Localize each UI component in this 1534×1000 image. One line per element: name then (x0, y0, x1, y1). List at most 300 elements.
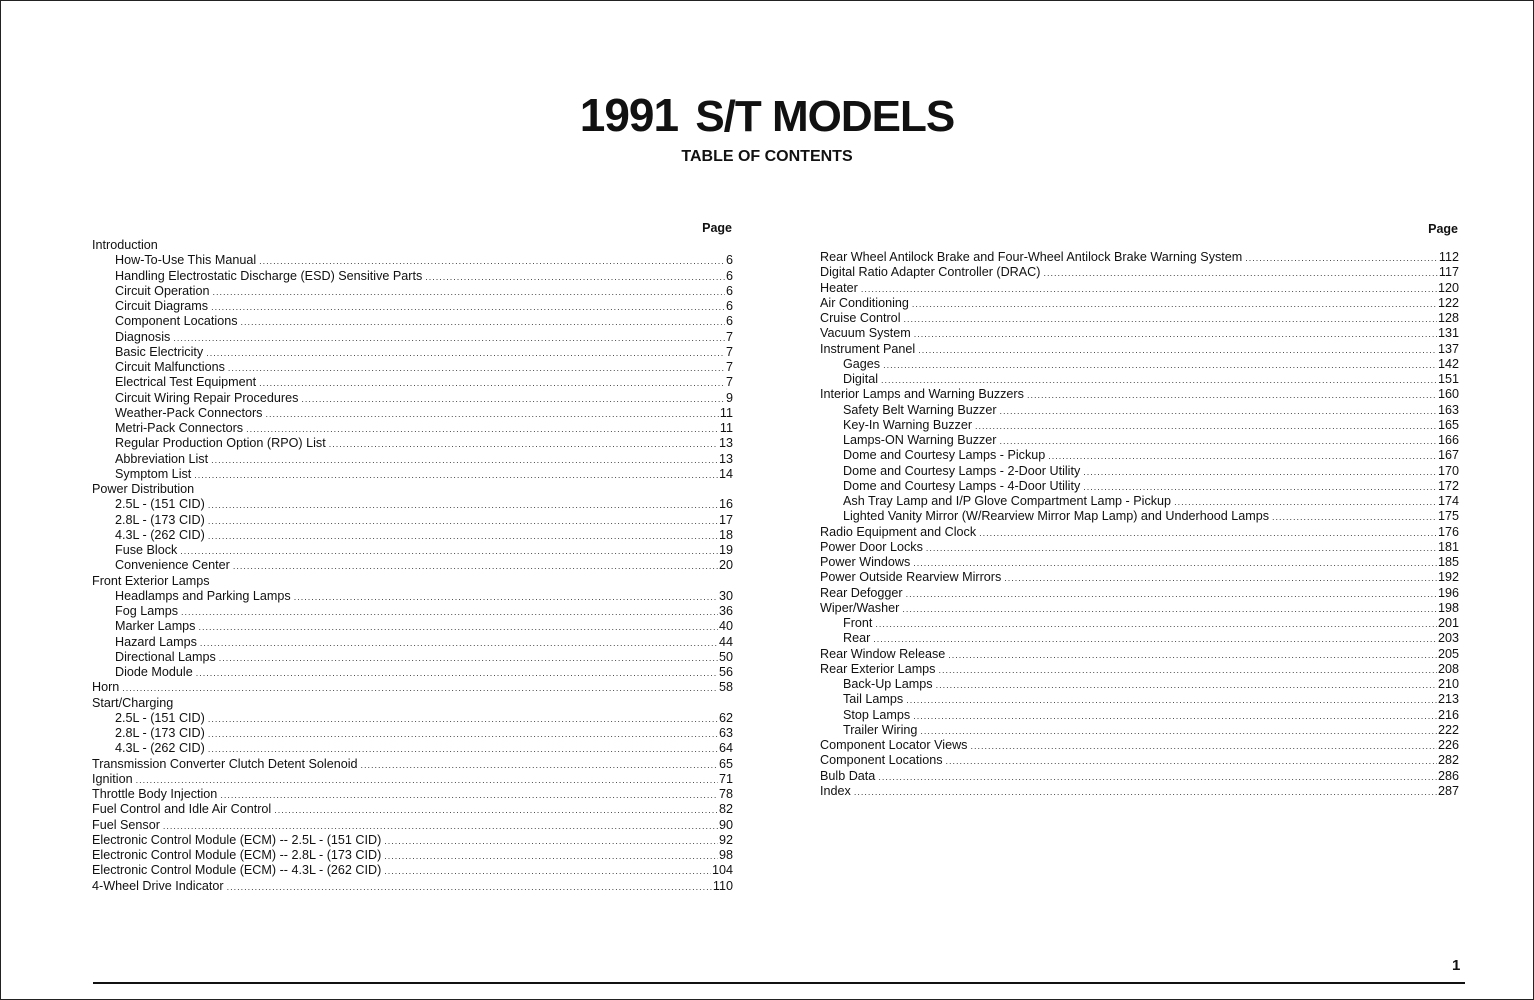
dot-leader (294, 590, 718, 605)
toc-entry[interactable] (820, 631, 1459, 646)
toc-entry-page: 20 (718, 558, 733, 573)
toc-entry[interactable] (820, 723, 1459, 738)
toc-entry[interactable] (92, 619, 733, 634)
dot-leader (241, 315, 725, 330)
toc-entry-page: 181 (1437, 539, 1459, 554)
toc-entry-label: Rear Defogger (820, 585, 903, 600)
toc-entry[interactable] (820, 692, 1459, 707)
toc-entry[interactable] (820, 372, 1459, 387)
dot-leader (913, 709, 1437, 724)
toc-entry[interactable] (92, 726, 733, 741)
toc-entry-label: 2.8L - (173 CID) (115, 512, 205, 527)
toc-entry-label: Key-In Warning Buzzer (843, 417, 973, 432)
toc-entry-label: 4.3L - (262 CID) (115, 527, 205, 542)
toc-entry[interactable] (92, 665, 733, 680)
toc-entry[interactable] (92, 360, 733, 375)
toc-entry-label: Power Outside Rearview Mirrors (820, 570, 1002, 585)
dot-leader (854, 785, 1437, 800)
dot-leader (233, 559, 718, 574)
toc-entry[interactable] (92, 711, 733, 726)
toc-entry-page: 30 (718, 588, 733, 603)
toc-entry-label: Start/Charging (92, 695, 174, 710)
dot-leader (881, 373, 1437, 388)
toc-entry-label: Introduction (92, 238, 158, 252)
toc-entry-page: 62 (718, 710, 733, 725)
dot-leader (206, 346, 725, 361)
toc-entry-label: Rear Window Release (820, 646, 946, 661)
dot-leader (904, 312, 1437, 327)
toc-entry-page: 163 (1437, 402, 1459, 417)
toc-entry-page: 170 (1437, 463, 1459, 478)
dot-leader (384, 834, 718, 849)
toc-entry[interactable] (92, 314, 733, 329)
toc-entry[interactable] (92, 528, 733, 543)
toc-entry[interactable] (820, 464, 1459, 479)
toc-entry[interactable] (820, 570, 1459, 585)
toc-entry-page: 110 (712, 878, 733, 893)
toc-entry-label: Component Locations (820, 753, 943, 768)
dot-leader (425, 270, 725, 285)
toc-entry[interactable] (92, 680, 733, 695)
title-models: S/T MODELS (695, 92, 955, 141)
toc-entry-label: Heater (820, 280, 858, 295)
toc-entry-page: 210 (1437, 677, 1459, 691)
dot-leader (211, 300, 725, 315)
toc-entry-label: Front (843, 616, 873, 630)
dot-leader (906, 693, 1437, 708)
toc-entry-label: Rear Wheel Antilock Brake and Four-Wheel Antilock Brake Warning System (820, 250, 1243, 264)
toc-entry-page: 205 (1437, 646, 1459, 661)
toc-entry[interactable] (92, 513, 733, 528)
toc-entry-label: Electronic Control Module (ECM) -- 2.8L - (173 CID) (92, 848, 382, 862)
toc-entry[interactable] (92, 696, 733, 711)
toc-entry-label: Electronic Control Module (ECM) -- 2.5L - (151 CID) (92, 832, 382, 847)
toc-entry-label: Circuit Diagrams (115, 299, 209, 313)
toc-entry-page: 82 (718, 802, 733, 817)
toc-entry[interactable] (820, 708, 1459, 723)
toc-entry-label: Transmission Converter Clutch Detent Solenoid (92, 756, 358, 771)
dot-leader (1245, 251, 1438, 266)
toc-entry-page: 128 (1437, 311, 1459, 325)
toc-entry[interactable] (820, 601, 1459, 616)
toc-entry[interactable] (820, 357, 1459, 372)
dot-leader (211, 453, 718, 468)
toc-left-list (92, 238, 733, 894)
page-column-header: Page (702, 221, 732, 235)
dot-leader (970, 739, 1437, 754)
toc-entry-label: Symptom List (115, 466, 192, 481)
toc-entry-label: Electrical Test Equipment (115, 375, 257, 390)
toc-entry[interactable] (820, 769, 1459, 784)
toc-entry[interactable] (92, 772, 733, 787)
toc-entry-page: 198 (1437, 600, 1459, 615)
toc-entry-page: 6 (725, 299, 733, 313)
toc-entry[interactable] (820, 296, 1459, 311)
toc-entry-label: Ash Tray Lamp and I/P Glove Compartment Lamp - Pickup (843, 494, 1172, 508)
toc-entry-page: 104 (711, 863, 733, 878)
toc-entry-label: Lighted Vanity Mirror (W/Rearview Mirror Map Lamp) and Underhood Lamps (843, 509, 1270, 524)
dot-leader (975, 419, 1437, 434)
toc-entry[interactable] (92, 375, 733, 390)
toc-entry[interactable] (92, 467, 733, 482)
dot-leader (220, 788, 718, 803)
toc-entry-page: 17 (718, 512, 733, 527)
toc-entry-label: Handling Electrostatic Discharge (ESD) Sensitive Parts (115, 268, 423, 283)
dot-leader (274, 803, 718, 818)
toc-entry-label: Circuit Operation (115, 283, 210, 298)
toc-entry-page: 131 (1437, 326, 1459, 341)
dot-leader (883, 358, 1437, 373)
toc-entry-page: 117 (1438, 265, 1459, 280)
toc-entry-label: Rear (843, 631, 871, 646)
toc-entry-label: Front Exterior Lamps (92, 573, 210, 588)
toc-entry[interactable] (820, 433, 1459, 448)
dot-leader (361, 758, 718, 773)
toc-entry-page: 6 (725, 314, 733, 329)
toc-entry-label: Interior Lamps and Warning Buzzers (820, 387, 1024, 402)
toc-entry[interactable] (820, 586, 1459, 601)
toc-entry-label: 2.5L - (151 CID) (115, 497, 205, 512)
toc-entry[interactable] (820, 418, 1459, 433)
toc-entry-page: 196 (1437, 585, 1459, 600)
toc-entry-label: How-To-Use This Manual (115, 253, 257, 268)
toc-entry[interactable] (820, 738, 1459, 753)
toc-entry-page: 56 (718, 665, 733, 679)
toc-entry[interactable] (820, 448, 1459, 463)
toc-entry[interactable] (92, 284, 733, 299)
toc-entry[interactable] (92, 238, 733, 253)
page-title (0, 88, 1534, 142)
toc-entry-label: Basic Electricity (115, 344, 204, 359)
toc-entry[interactable] (92, 299, 733, 314)
dot-leader (1000, 434, 1437, 449)
toc-entry-label: Convenience Center (115, 558, 230, 573)
toc-entry-page: 165 (1437, 417, 1459, 432)
toc-entry-label: Rear Exterior Lamps (820, 661, 936, 676)
toc-entry-page: 122 (1437, 295, 1459, 310)
toc-entry-page: 50 (718, 649, 733, 664)
toc-entry[interactable] (92, 802, 733, 817)
toc-entry-label: Dome and Courtesy Lamps - Pickup (843, 448, 1046, 463)
dot-leader (329, 437, 718, 452)
dot-leader (1083, 465, 1437, 480)
page-subtitle: TABLE OF CONTENTS (681, 148, 853, 165)
dot-leader (208, 727, 718, 742)
toc-entry-label: Radio Equipment and Clock (820, 524, 977, 539)
dot-leader (1083, 480, 1437, 495)
toc-entry-label: Circuit Wiring Repair Procedures (115, 390, 299, 405)
toc-entry-label: 4-Wheel Drive Indicator (92, 878, 224, 893)
dot-leader (194, 468, 718, 483)
dot-leader (926, 541, 1437, 556)
toc-entry-page: 203 (1437, 631, 1459, 646)
dot-leader (208, 529, 718, 544)
toc-entry-page: 58 (718, 680, 733, 695)
dot-leader (246, 422, 719, 437)
toc-entry-page: 14 (718, 466, 733, 481)
toc-entry[interactable] (92, 863, 733, 878)
toc-entry-page: 16 (718, 497, 733, 512)
toc-entry[interactable] (92, 391, 733, 406)
toc-entry-page: 286 (1437, 768, 1459, 783)
toc-entry-label: Ignition (92, 771, 133, 786)
dot-leader (906, 587, 1437, 602)
dot-leader (208, 742, 718, 757)
dot-leader (180, 544, 718, 559)
dot-leader (259, 254, 725, 269)
toc-entry-label: Air Conditioning (820, 295, 909, 310)
dot-leader (979, 526, 1437, 541)
toc-entry[interactable] (820, 662, 1459, 677)
dot-leader (873, 632, 1437, 647)
toc-entry[interactable] (820, 342, 1459, 357)
toc-entry-page: 92 (718, 832, 733, 847)
dot-leader (1043, 266, 1437, 281)
dot-leader (227, 880, 712, 895)
dot-leader (208, 712, 718, 727)
toc-entry[interactable] (92, 558, 733, 573)
toc-entry-label: Metri-Pack Connectors (115, 421, 244, 435)
toc-entry-page: 71 (718, 771, 733, 786)
toc-entry[interactable] (92, 818, 733, 833)
toc-entry[interactable] (92, 269, 733, 284)
toc-entry-page: 44 (718, 634, 733, 649)
toc-right-column (820, 222, 1459, 799)
dot-leader (938, 663, 1437, 678)
toc-entry-label: Power Distribution (92, 482, 195, 496)
toc-entry-page: 64 (718, 741, 733, 756)
dot-leader (861, 282, 1437, 297)
toc-entry[interactable] (820, 647, 1459, 662)
dot-leader (198, 620, 718, 635)
dot-leader (948, 648, 1437, 663)
toc-entry-label: Component Locator Views (820, 738, 968, 752)
toc-entry-page: 6 (725, 268, 733, 283)
dot-leader (173, 331, 725, 346)
toc-entry[interactable] (92, 253, 733, 268)
toc-entry-page: 36 (718, 604, 733, 618)
dot-leader (259, 376, 725, 391)
toc-entry[interactable] (92, 421, 733, 436)
toc-entry[interactable] (820, 616, 1459, 631)
dot-leader (878, 770, 1437, 785)
toc-entry-page: 9 (725, 390, 733, 405)
toc-entry-page: 98 (718, 848, 733, 862)
toc-entry-label: Electronic Control Module (ECM) -- 4.3L - (262 CID) (92, 863, 382, 878)
toc-entry[interactable] (92, 650, 733, 665)
dot-leader (1272, 510, 1437, 525)
dot-leader (208, 514, 718, 529)
dot-leader (265, 407, 718, 422)
toc-entry-page: 19 (718, 543, 733, 557)
toc-entry-label: Hazard Lamps (115, 634, 197, 649)
toc-entry-label: Component Locations (115, 314, 238, 329)
toc-entry-page: 65 (718, 756, 733, 771)
toc-entry-page: 213 (1437, 692, 1459, 707)
toc-entry-page: 287 (1437, 783, 1459, 798)
toc-entry-page: 7 (725, 344, 733, 359)
toc-entry[interactable] (92, 406, 733, 421)
toc-right-list (820, 250, 1459, 799)
toc-entry-page: 90 (718, 817, 733, 832)
toc-entry-page: 13 (718, 436, 733, 451)
dot-leader (875, 617, 1437, 632)
toc-entry[interactable] (92, 345, 733, 360)
toc-entry[interactable] (92, 574, 733, 589)
toc-entry[interactable] (92, 635, 733, 650)
toc-entry[interactable] (820, 540, 1459, 555)
toc-entry-label: Diagnosis (115, 329, 171, 344)
toc-entry[interactable] (92, 757, 733, 772)
toc-entry-page: 151 (1437, 372, 1459, 386)
dot-leader (219, 651, 718, 666)
toc-entry[interactable] (92, 848, 733, 863)
toc-entry[interactable] (92, 436, 733, 451)
dot-leader (936, 678, 1437, 693)
toc-entry[interactable] (92, 452, 733, 467)
toc-entry-label: Tail Lamps (843, 692, 904, 707)
toc-entry[interactable] (820, 479, 1459, 494)
toc-entry-label: Vacuum System (820, 326, 911, 341)
toc-entry-label: Digital (843, 372, 878, 386)
toc-entry[interactable] (92, 589, 733, 604)
page-column-header: Page (1428, 222, 1458, 236)
toc-entry[interactable] (820, 555, 1459, 570)
toc-entry-page: 142 (1437, 356, 1459, 371)
toc-entry-page: 222 (1437, 722, 1459, 737)
toc-entry[interactable] (820, 326, 1459, 341)
toc-entry-label: Digital Ratio Adapter Controller (DRAC) (820, 265, 1041, 280)
toc-entry-label: Index (820, 783, 851, 798)
dot-leader (946, 754, 1437, 769)
footer-rule (93, 982, 1465, 984)
toc-entry-page: 7 (725, 375, 733, 390)
dot-leader (136, 773, 718, 788)
dot-leader (384, 864, 711, 879)
toc-entry-label: Fuse Block (115, 543, 178, 557)
dot-leader (902, 602, 1437, 617)
dot-leader (1004, 571, 1437, 586)
toc-entry-label: Headlamps and Parking Lamps (115, 588, 291, 603)
toc-entry-page: 172 (1437, 478, 1459, 493)
toc-entry-page: 185 (1437, 555, 1459, 569)
toc-entry-label: Abbreviation List (115, 451, 209, 466)
dot-leader (200, 636, 718, 651)
dot-leader (920, 724, 1437, 739)
toc-entry[interactable] (820, 265, 1459, 280)
toc-entry-label: 2.5L - (151 CID) (115, 710, 205, 725)
toc-entry-page: 137 (1437, 341, 1459, 356)
toc-entry-label: Gages (843, 356, 881, 371)
toc-entry-label: Lamps-ON Warning Buzzer (843, 433, 997, 447)
toc-entry-label: Dome and Courtesy Lamps - 4-Door Utility (843, 478, 1081, 493)
toc-entry[interactable] (820, 494, 1459, 509)
dot-leader (918, 343, 1437, 358)
toc-entry-label: Circuit Malfunctions (115, 360, 225, 374)
dot-leader (1000, 404, 1437, 419)
toc-entry-label: Diode Module (115, 665, 193, 679)
toc-entry-page: 201 (1437, 616, 1459, 630)
toc-entry-label: Cruise Control (820, 311, 901, 325)
dot-leader (1174, 495, 1437, 510)
dot-leader (912, 297, 1437, 312)
toc-entry-label: Trailer Wiring (843, 722, 918, 737)
toc-entry-page: 120 (1437, 280, 1459, 295)
toc-entry-label: Power Windows (820, 555, 911, 569)
toc-entry-label: 4.3L - (262 CID) (115, 741, 205, 756)
toc-entry-label: Fog Lamps (115, 604, 178, 618)
toc-entry-page: 226 (1437, 738, 1459, 752)
toc-entry[interactable] (92, 833, 733, 848)
toc-entry[interactable] (820, 753, 1459, 768)
toc-entry-page: 208 (1437, 661, 1459, 676)
toc-entry-page: 7 (725, 360, 733, 374)
toc-entry-page: 282 (1437, 753, 1459, 768)
toc-entry-page: 176 (1437, 524, 1459, 539)
toc-entry-page: 167 (1437, 448, 1459, 463)
toc-entry[interactable] (92, 879, 733, 894)
toc-entry[interactable] (92, 787, 733, 802)
toc-entry[interactable] (820, 403, 1459, 418)
toc-entry[interactable] (92, 482, 733, 497)
toc-entry[interactable] (92, 497, 733, 512)
toc-entry[interactable] (820, 677, 1459, 692)
toc-entry[interactable] (92, 741, 733, 756)
toc-entry-label: Throttle Body Injection (92, 787, 218, 801)
toc-entry-page: 63 (718, 726, 733, 740)
toc-entry-label: Wiper/Washer (820, 600, 900, 615)
toc-entry-label: Stop Lamps (843, 707, 911, 722)
toc-entry[interactable] (820, 784, 1459, 799)
dot-leader (913, 556, 1437, 571)
toc-entry[interactable] (92, 604, 733, 619)
dot-leader (301, 392, 725, 407)
dot-leader (122, 681, 718, 696)
toc-entry-label: Marker Lamps (115, 619, 196, 634)
toc-entry[interactable] (820, 525, 1459, 540)
toc-entry[interactable] (820, 281, 1459, 296)
toc-entry-label: 2.8L - (173 CID) (115, 726, 205, 740)
dot-leader (196, 666, 718, 681)
toc-entry-label: Weather-Pack Connectors (115, 405, 263, 420)
toc-entry-label: Horn (92, 680, 120, 695)
toc-entry-page: 18 (718, 527, 733, 542)
toc-entry[interactable] (92, 543, 733, 558)
toc-entry[interactable] (820, 509, 1459, 524)
toc-entry[interactable] (92, 330, 733, 345)
toc-entry-page: 174 (1437, 494, 1459, 508)
toc-entry-page: 40 (718, 619, 733, 634)
toc-entry-label: Dome and Courtesy Lamps - 2-Door Utility (843, 463, 1081, 478)
toc-entry-label: Instrument Panel (820, 341, 916, 356)
toc-entry[interactable] (820, 311, 1459, 326)
dot-leader (208, 498, 718, 513)
toc-entry[interactable] (820, 387, 1459, 402)
dot-leader (1027, 388, 1437, 403)
toc-entry-page: 166 (1437, 433, 1459, 447)
toc-entry-page: 11 (719, 405, 733, 420)
toc-entry-page: 175 (1437, 509, 1459, 524)
toc-entry[interactable] (820, 250, 1459, 265)
toc-left-column (92, 221, 733, 894)
toc-entry-label: Directional Lamps (115, 649, 216, 664)
toc-entry-label: Fuel Control and Idle Air Control (92, 802, 272, 817)
dot-leader (384, 849, 718, 864)
toc-entry-page: 6 (725, 253, 733, 268)
toc-entry-page: 160 (1437, 387, 1459, 402)
toc-entry-page: 6 (725, 283, 733, 298)
dot-leader (163, 819, 718, 834)
